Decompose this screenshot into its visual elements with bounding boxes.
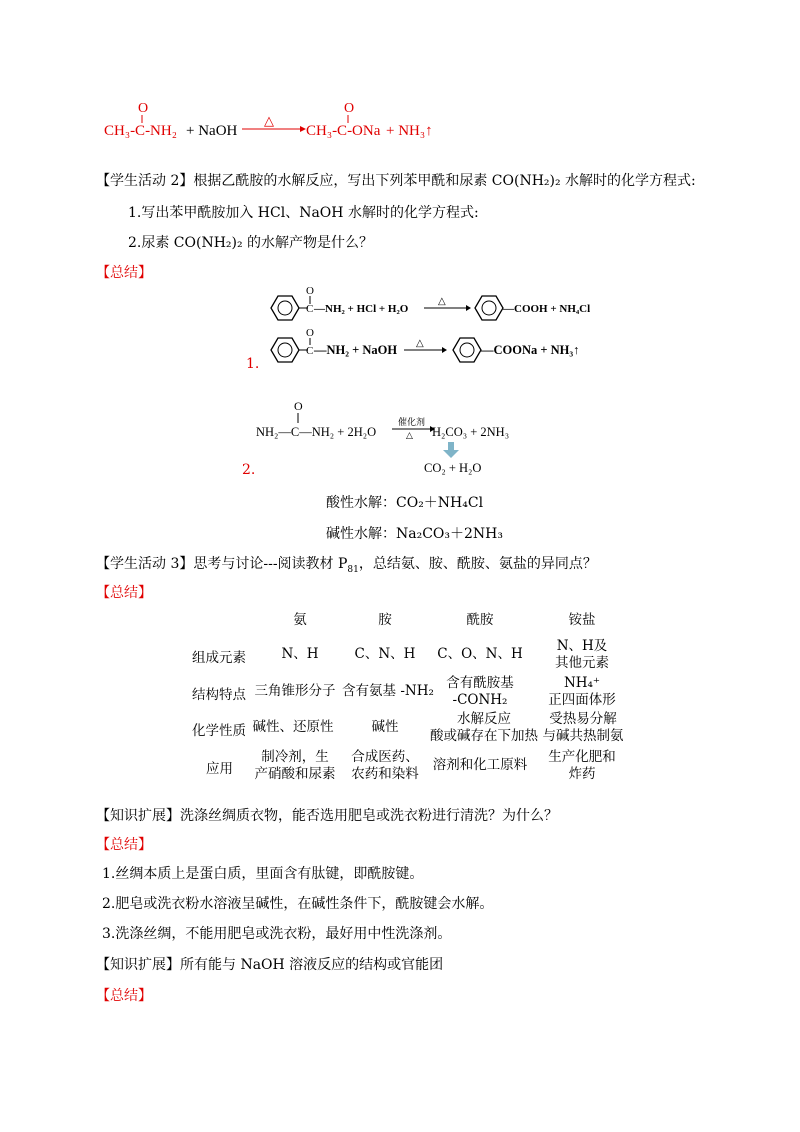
svg-text:C: C <box>306 345 314 357</box>
urea-decomp: CO₂ + H₂O <box>424 461 482 475</box>
acid-hydrolysis: 酸性水解：CO₂＋NH₄Cl <box>326 495 484 511</box>
product-nh3: + NH₃↑ <box>386 123 433 139</box>
summary-label-3: 【总结】 <box>96 837 152 853</box>
table-cell: 水解反应 酸或碱存在下加热 <box>430 711 538 744</box>
benzene-ring-icon <box>453 338 481 362</box>
row-label: 化学性质 <box>192 723 246 739</box>
down-arrow-icon <box>448 442 454 450</box>
svg-text:O: O <box>306 285 314 297</box>
summary-label-2: 【总结】 <box>96 585 152 601</box>
activity3-tag: 【学生活动 3】 <box>96 556 194 572</box>
reactant-formula: CH₃-C-NH₂ <box>104 123 177 139</box>
summary-label-1: 【总结】 <box>96 265 152 281</box>
summary-label-4: 【总结】 <box>96 988 152 1004</box>
benzene-ring-icon <box>475 296 503 320</box>
table-cell: 碱性 <box>371 719 399 735</box>
benzamide-hydrolysis-equations <box>258 282 598 374</box>
acetamide-hydrolysis-equation <box>100 96 460 140</box>
urea-hydrolysis-equation <box>252 398 552 478</box>
benzamide-number: 1. <box>246 356 260 372</box>
svg-text:C: C <box>306 303 314 315</box>
table-header: 氨 <box>293 612 307 628</box>
eq1-left: —NH₂ + HCl + H₂O <box>314 303 409 315</box>
table-header: 铵盐 <box>568 612 596 628</box>
table-header: 酰胺 <box>466 612 494 628</box>
activity3-paragraph: 【学生活动 3】思考与讨论---阅读教材 $P_{81}$，总结氨、胺、酰胺、氨盐的异同点？ <box>96 556 597 575</box>
ext1-point2: 2.肥皂或洗衣粉水溶液呈碱性，在碱性条件下，酰胺键会水解。 <box>102 896 494 912</box>
row-label: 应用 <box>206 761 233 777</box>
eq1-right: —COOH + NH₄Cl <box>503 303 591 315</box>
activity2-tag: 【学生活动 2】 <box>96 173 194 189</box>
ext1-point1: 1.丝绸本质上是蛋白质，里面含有肽键，即酰胺键。 <box>102 866 424 882</box>
activity2-paragraph <box>96 170 696 190</box>
benzene-ring-icon <box>271 338 299 362</box>
ext2-paragraph: 【知识扩展】所有能与 NaOH 溶液反应的结构或官能团 <box>96 957 444 973</box>
benzene-ring-icon <box>271 296 299 320</box>
activity2-q1: 1.写出苯甲酰胺加入 HCl、NaOH 水解时的化学方程式: <box>128 205 479 221</box>
table-cell: N、H <box>281 646 319 662</box>
reactant-naoh: + NaOH <box>186 123 238 139</box>
ext2-tag: 【知识扩展】 <box>96 957 180 973</box>
table-cell: 生产化肥和 炸药 <box>548 749 616 782</box>
table-cell: 含有酰胺基 -CONH₂ <box>446 675 514 708</box>
product-o-label: O <box>344 101 355 116</box>
ext1-tag: 【知识扩展】 <box>96 808 180 824</box>
table-cell: 碱性、还原性 <box>252 719 334 735</box>
table-cell: 受热易分解 与碱共热制氨 <box>542 711 624 744</box>
table-cell: N、H及 其他元素 <box>555 638 609 671</box>
eq2-right: —COONa + NH₃↑ <box>481 343 580 357</box>
table-cell: C、N、H <box>354 646 416 662</box>
base-hydrolysis: 碱性水解：Na₂CO₃＋2NH₃ <box>326 526 503 542</box>
activity2-q2: 2.尿素 CO(NH₂)₂ 的水解产物是什么？ <box>128 235 374 251</box>
table-cell: 溶剂和化工原料 <box>432 757 528 773</box>
table-cell: 合成医药、 农药和染料 <box>351 749 419 782</box>
eq1-cond: △ <box>438 296 446 307</box>
table-cell: 三角锥形分子 <box>254 683 336 699</box>
svg-text:O: O <box>294 399 303 413</box>
urea-cond-bottom: △ <box>406 430 413 440</box>
urea-number: 2. <box>242 462 256 478</box>
row-label: 结构特点 <box>192 687 246 703</box>
ext1-point3: 3.洗涤丝绸，不能用肥皂或洗衣粉，最好用中性洗涤剂。 <box>102 926 452 942</box>
table-cell: 制冷剂，生 产硝酸和尿素 <box>254 749 336 782</box>
ext1-paragraph: 【知识扩展】洗涤丝绸质衣物，能否选用肥皂或洗衣粉进行清洗？为什么？ <box>96 808 558 824</box>
carbonyl-o-label: O <box>138 101 149 116</box>
urea-left: NH₂—C—NH₂ + 2H₂O <box>256 425 377 439</box>
table-cell: C、O、N、H <box>437 646 523 662</box>
table-cell: NH₄⁺ 正四面体形 <box>548 675 616 708</box>
urea-right: H₂CO₃ + 2NH₃ <box>432 425 510 439</box>
eq2-cond: △ <box>416 338 424 349</box>
heat-condition: △ <box>264 113 274 128</box>
svg-text:O: O <box>306 327 314 339</box>
table-header: 胺 <box>378 612 392 628</box>
product-formula: CH₃-C-ONa <box>306 123 381 139</box>
table-cell: 含有氨基 -NH₂ <box>342 683 434 699</box>
activity2-text: 根据乙酰胺的水解反应，写出下列苯甲酰和尿素 CO(NH₂)₂ 水解时的化学方程式: <box>193 173 696 189</box>
urea-cond-top: 催化剂 <box>398 417 426 427</box>
eq2-left: —NH₂ + NaOH <box>314 343 398 357</box>
row-label: 组成元素 <box>192 650 246 666</box>
